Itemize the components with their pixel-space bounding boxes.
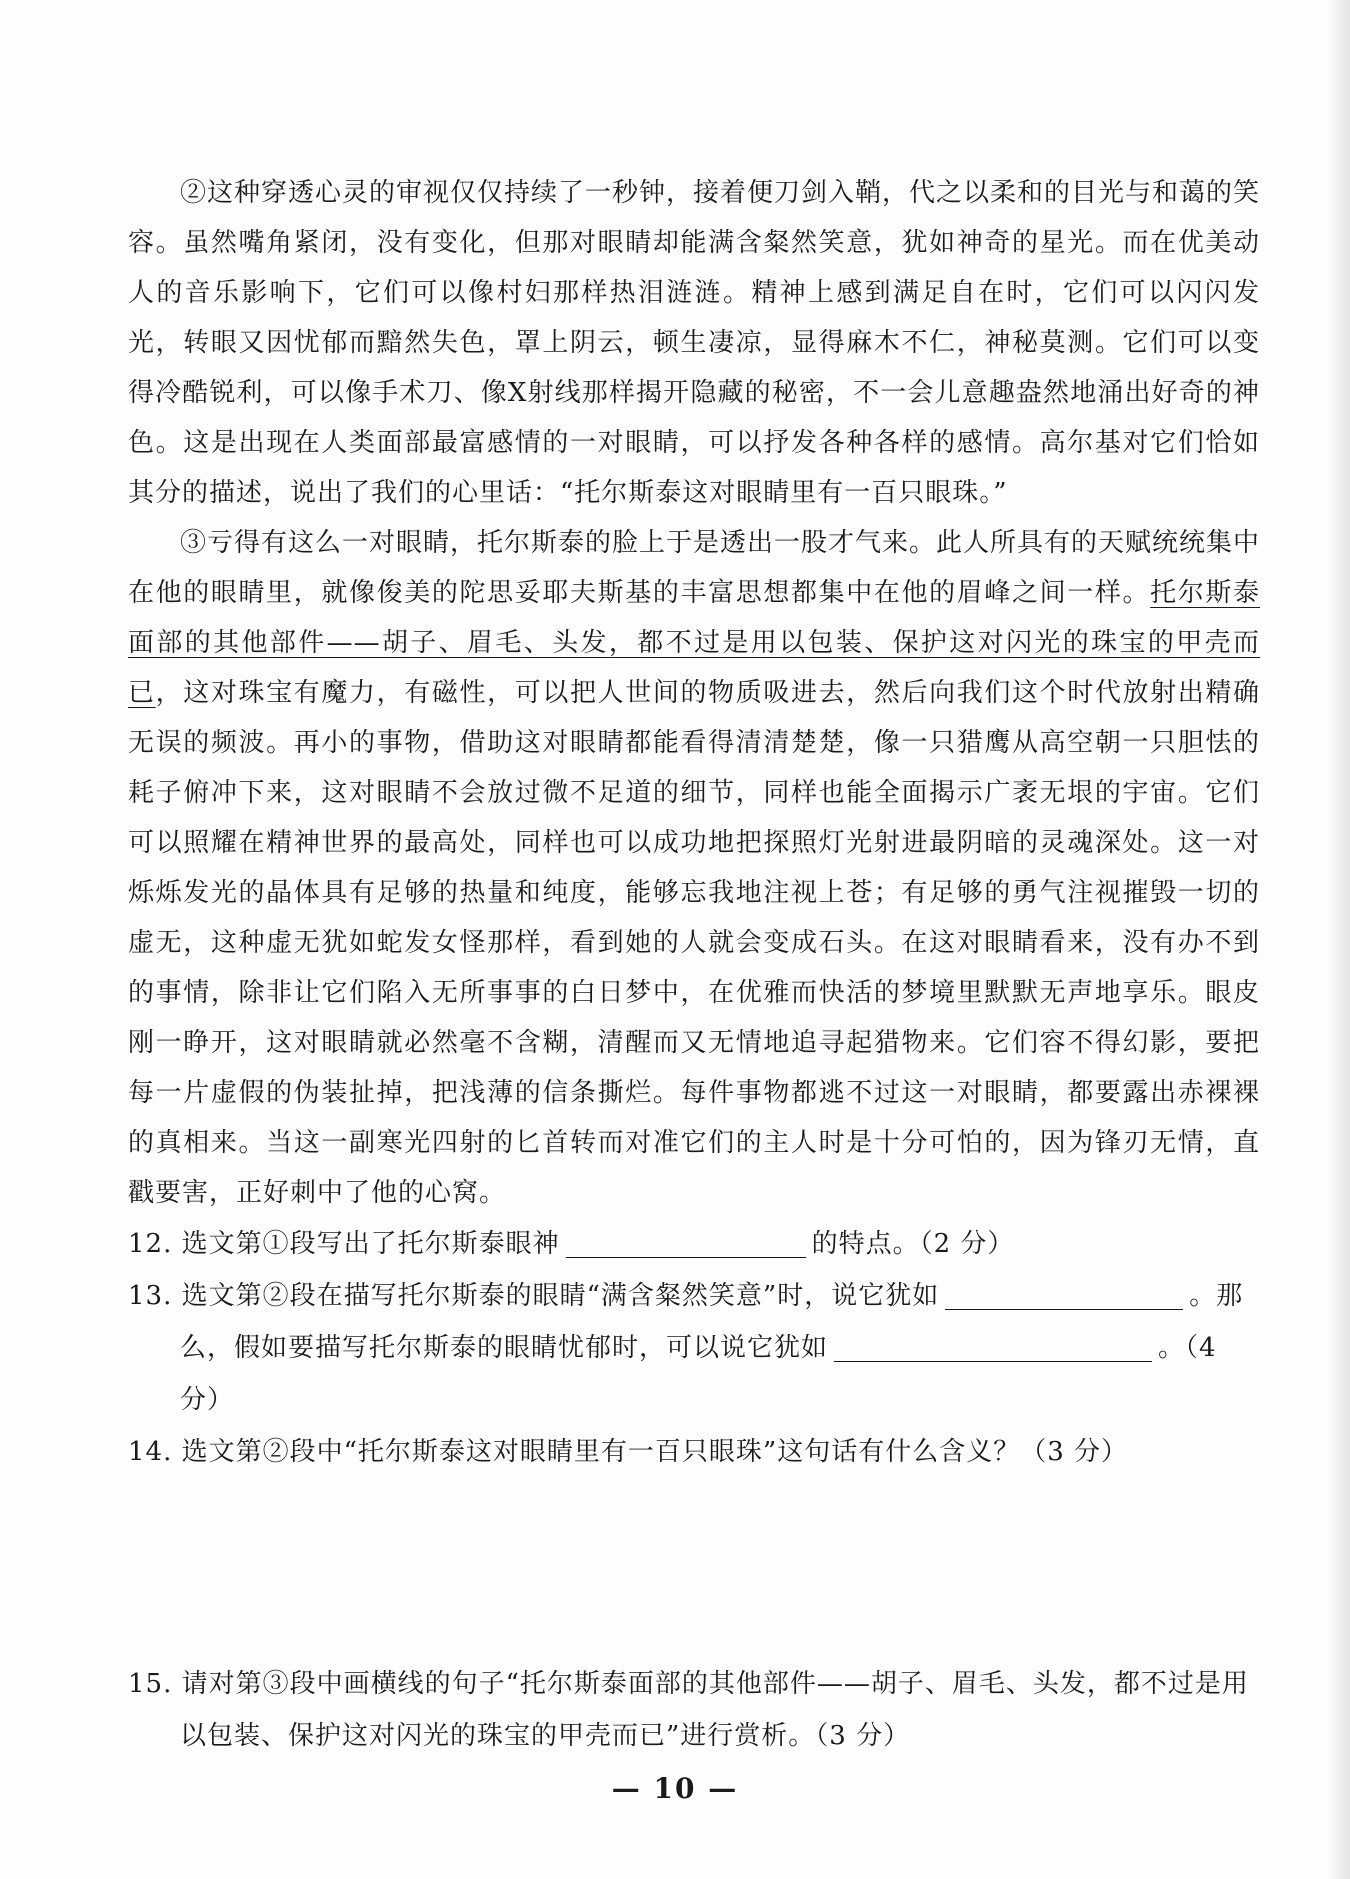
question-12-text-before: 12. 选文第①段写出了托尔斯泰眼神	[128, 1229, 560, 1259]
paragraph-3-rest: ，这对珠宝有魔力，有磁性，可以把人世间的物质吸进去，然后向我们这个时代放射出精确无误的频波。再小的事物，借助这对眼睛都能看得清清楚楚，像一只猎鹰从高空朝一只胆怯的耗子俯冲下来，这对眼睛不会放过微不足道的细节，同样也能全面揭示广袤无垠的宇宙。它们可以照耀在精神世界的最高处，同样也可以成功地把探照灯光射进最阴暗的灵魂深处。这一对烁烁发光的晶体具有足够的热量和纯度，能够忘我地注视上苍；有足够的勇气注视摧毁一切的虚无，这种虚无犹如蛇发女怪那样，看到她的人就会变成石头。在这对眼睛看来，没有办不到的事情，除非让它们陷入无所事事的白日梦中，在优雅而快活的梦境里默默无声地享乐。眼皮刚一睁开，这对眼睛就必然毫不含糊，清醒而又无情地追寻起猎物来。它们容不得幻影，要把每一片虚假的伪装扯掉，把浅薄的信条撕烂。每件事物都逃不过这一对眼睛，都要露出赤裸裸的真相来。当这一副寒光四射的匕首转而对准它们的主人时是十分可怕的，因为锋刃无情，直戳要害，正好刺中了他的心窝。	[128, 678, 1260, 1208]
question-14-answer-space[interactable]	[128, 1478, 1260, 1658]
question-12-answer-blank[interactable]	[566, 1227, 806, 1258]
page-number: — 10 —	[611, 1772, 739, 1805]
page-content	[128, 168, 1260, 1772]
question-15-answer-space[interactable]	[128, 1762, 1260, 1772]
paragraph-3	[128, 518, 1260, 1218]
question-13-text-before: 13. 选文第②段在描写托尔斯泰的眼睛“满含粲然笑意”时，说它犹如	[128, 1281, 940, 1311]
paragraph-2: ②这种穿透心灵的审视仅仅持续了一秒钟，接着便刀剑入鞘，代之以柔和的目光与和蔼的笑容。虽然嘴角紧闭，没有变化，但那对眼睛却能满含粲然笑意，犹如神奇的星光。而在优美动人的音乐影响下，它们可以像村妇那样热泪涟涟。精神上感到满足自在时，它们可以闪闪发光，转眼又因忧郁而黯然失色，罩上阴云，顿生凄凉，显得麻木不仁，神秘莫测。它们可以变得冷酷锐利，可以像手术刀、像X射线那样揭开隐藏的秘密，不一会儿意趣盎然地涌出好奇的神色。这是出现在人类面部最富感情的一对眼睛，可以抒发各种各样的感情。高尔基对它们恰如其分的描述，说出了我们的心里话：“托尔斯泰这对眼睛里有一百只眼珠。”	[128, 178, 1261, 508]
question-12	[128, 1218, 1260, 1270]
question-13-line-2	[128, 1322, 1260, 1426]
question-13-answer-blank-2[interactable]	[834, 1331, 1152, 1362]
question-13-line2-text-after: 。（4 分）	[180, 1333, 1217, 1415]
question-12-text-after: 的特点。（2 分）	[811, 1229, 1015, 1259]
question-15-line-2: 以包装、保护这对闪光的珠宝的甲壳而已”进行赏析。（3 分）	[180, 1721, 911, 1751]
question-13	[128, 1270, 1260, 1426]
question-13-line2-text-before: 么，假如要描写托尔斯泰的眼睛忧郁时，可以说它犹如	[180, 1333, 829, 1363]
question-13-text-mid: 。那	[1189, 1281, 1244, 1311]
question-15-line-1: 15. 请对第③段中画横线的句子“托尔斯泰面部的其他部件——胡子、眉毛、头发，都不过是用	[128, 1669, 1249, 1699]
question-14	[128, 1426, 1260, 1478]
question-14-text: 14. 选文第②段中“托尔斯泰这对眼睛里有一百只眼珠”这句话有什么含义？（3 分）	[128, 1437, 1129, 1467]
paragraph-3-underlined-sentence: 托尔斯泰面部的其他部件——胡子、眉毛、头发，都不过是用以包装、保护这对闪光的珠宝的甲壳而已	[128, 578, 1260, 708]
paragraph-3-intro: ③亏得有这么一对眼睛，托尔斯泰的脸上于是透出一股才气来。此人所具有的天赋统统集中在他的眼睛里，就像俊美的陀思妥耶夫斯基的丰富思想都集中在他的眉峰之间一样。	[128, 528, 1261, 608]
question-13-answer-blank-1[interactable]	[945, 1279, 1183, 1310]
scan-edge-shadow	[1328, 0, 1350, 1879]
question-15	[128, 1658, 1260, 1762]
